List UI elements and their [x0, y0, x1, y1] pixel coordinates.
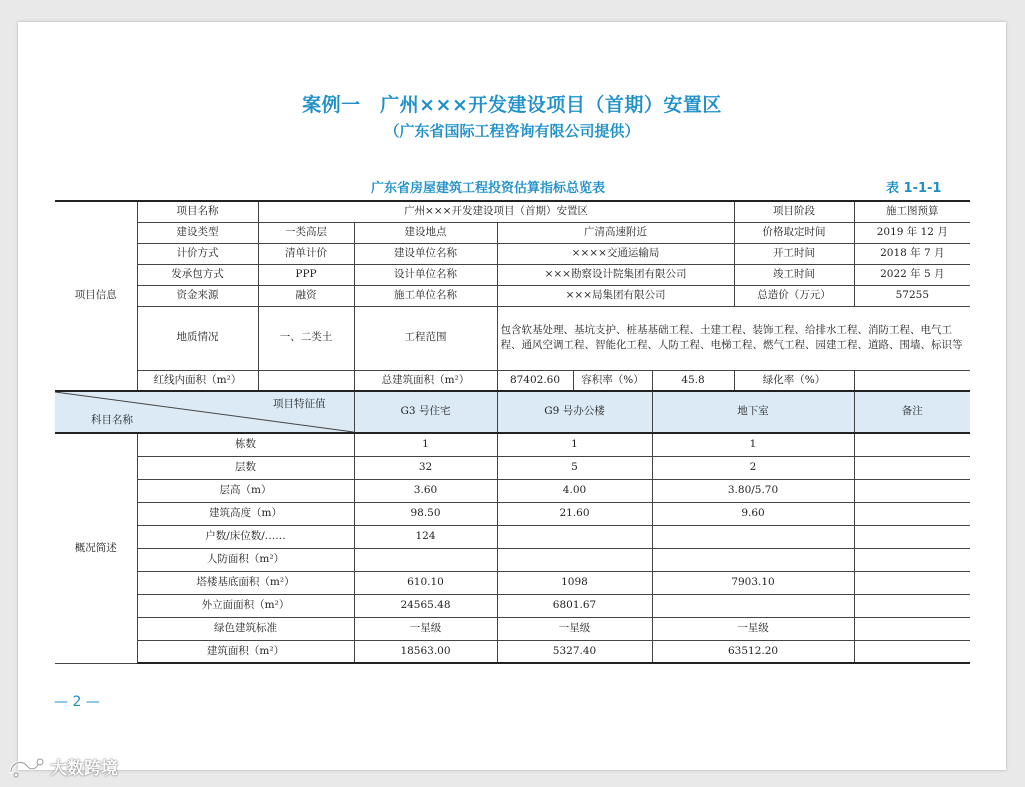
table-number: 表 1-1-1: [886, 181, 942, 196]
cell-label: 竣工时间: [734, 264, 854, 285]
cell-value: [354, 548, 497, 571]
cell-value: PPP: [258, 264, 354, 285]
cell-label: 开工时间: [734, 243, 854, 264]
cell-value: 广州×××开发建设项目（首期）安置区: [258, 201, 734, 222]
table-row: [55, 243, 970, 264]
cell-label: 设计单位名称: [354, 264, 497, 285]
column-header: 备注: [854, 391, 970, 433]
cell-value: 610.10: [354, 571, 497, 594]
cell-value: [854, 456, 970, 479]
cell-value: 施工图预算: [854, 201, 970, 222]
cell-value: [854, 640, 970, 663]
cell-label: 建设类型: [137, 222, 258, 243]
cell-value: [652, 594, 854, 617]
table-row: [55, 594, 970, 617]
cell-value: 一星级: [354, 617, 497, 640]
row-label: 建筑高度（m）: [137, 502, 354, 525]
cell-value: 45.8: [652, 370, 734, 391]
cell-value: 1098: [497, 571, 652, 594]
watermark-text: 大数跨境: [50, 759, 118, 779]
cell-label: 工程范围: [354, 306, 497, 370]
cell-label: 建设地点: [354, 222, 497, 243]
table-row: [55, 285, 970, 306]
cell-value: 124: [354, 525, 497, 548]
cell-value: [854, 571, 970, 594]
table-row: [55, 640, 970, 663]
estimate-index-table: [55, 200, 970, 664]
cell-label: 发承包方式: [137, 264, 258, 285]
cell-value: 2019 年 12 月: [854, 222, 970, 243]
cell-label: 总建筑面积（m²）: [354, 370, 497, 391]
table-row: [55, 548, 970, 571]
cell-value: 32: [354, 456, 497, 479]
cell-value: 一星级: [497, 617, 652, 640]
document-title: 案例一 广州×××开发建设项目（首期）安置区: [302, 94, 722, 116]
cell-value: 63512.20: [652, 640, 854, 663]
cell-value: 1: [354, 433, 497, 456]
section-label-overview: 概况简述: [55, 433, 137, 663]
cell-label: 项目阶段: [734, 201, 854, 222]
table-row: [55, 502, 970, 525]
cell-label: 价格取定时间: [734, 222, 854, 243]
cell-value: [497, 525, 652, 548]
table-row: [55, 571, 970, 594]
cell-value: [652, 525, 854, 548]
table-row: [55, 617, 970, 640]
header-feature-label: 项目特征值: [273, 398, 326, 410]
document-subtitle: （广东省国际工程咨询有限公司提供）: [384, 122, 640, 140]
cell-value: [854, 548, 970, 571]
column-header: 地下室: [652, 391, 854, 433]
diagonal-header-cell: [55, 391, 354, 433]
cell-value: 1: [652, 433, 854, 456]
row-label: 外立面面积（m²）: [137, 594, 354, 617]
cell-label: 建设单位名称: [354, 243, 497, 264]
cell-value: [652, 548, 854, 571]
cell-label: 项目名称: [137, 201, 258, 222]
cell-value: 广清高速附近: [497, 222, 734, 243]
table-row: [55, 525, 970, 548]
cell-value: 2: [652, 456, 854, 479]
cell-value: 清单计价: [258, 243, 354, 264]
cell-value: 24565.48: [354, 594, 497, 617]
cell-label: 地质情况: [137, 306, 258, 370]
document-page: [18, 22, 1006, 770]
column-header: G9 号办公楼: [497, 391, 652, 433]
table-row: [55, 306, 970, 370]
cell-label: 计价方式: [137, 243, 258, 264]
watermark: [8, 754, 118, 779]
cell-value: [497, 548, 652, 571]
table-row: [55, 370, 970, 391]
cell-label: 容积率（%）: [573, 370, 652, 391]
cell-value: [854, 525, 970, 548]
cell-label: 总造价（万元）: [734, 285, 854, 306]
cell-value: [854, 370, 970, 391]
row-label: 塔楼基底面积（m²）: [137, 571, 354, 594]
cell-value: 4.00: [497, 479, 652, 502]
row-label: 栋数: [137, 433, 354, 456]
table-row: [55, 433, 970, 456]
row-label: 建筑面积（m²）: [137, 640, 354, 663]
cell-value: 一星级: [652, 617, 854, 640]
row-label: 人防面积（m²）: [137, 548, 354, 571]
cell-value: ×××勘察设计院集团有限公司: [497, 264, 734, 285]
cell-value: [854, 502, 970, 525]
section-label-project-info: 项目信息: [55, 201, 137, 391]
header-subject-label: 科目名称: [91, 413, 133, 426]
cell-value: 9.60: [652, 502, 854, 525]
row-label: 户数/床位数/……: [137, 525, 354, 548]
row-label: 绿色建筑标准: [137, 617, 354, 640]
cell-value: ×××局集团有限公司: [497, 285, 734, 306]
cell-value: 6801.67: [497, 594, 652, 617]
cell-value: [854, 617, 970, 640]
cell-value: 7903.10: [652, 571, 854, 594]
cell-value: 87402.60: [497, 370, 573, 391]
table-header-row: [55, 391, 970, 433]
row-label: 层高（m）: [137, 479, 354, 502]
project-scope-text: 包含软基处理、基坑支护、桩基基础工程、土建工程、装饰工程、给排水工程、消防工程、电气工程、通风空调工程、智能化工程、人防工程、电梯工程、燃气工程、园建工程、道路、围墙、标识等: [497, 306, 970, 370]
cell-value: ××××交通运输局: [497, 243, 734, 264]
cell-value: 1: [497, 433, 652, 456]
column-header: G3 号住宅: [354, 391, 497, 433]
cell-label: 施工单位名称: [354, 285, 497, 306]
cell-value: [854, 594, 970, 617]
table-row: [55, 201, 970, 222]
cell-value: [258, 370, 354, 391]
table-caption: 广东省房屋建筑工程投资估算指标总览表: [371, 181, 606, 196]
cell-value: 21.60: [497, 502, 652, 525]
table-row: [55, 264, 970, 285]
table-row: [55, 456, 970, 479]
cell-value: [854, 433, 970, 456]
cell-label: 资金来源: [137, 285, 258, 306]
watermark-logo-icon: [8, 755, 46, 779]
table-row: [55, 479, 970, 502]
cell-value: 98.50: [354, 502, 497, 525]
cell-value: 3.60: [354, 479, 497, 502]
cell-value: 3.80/5.70: [652, 479, 854, 502]
row-label: 层数: [137, 456, 354, 479]
table-row: [55, 222, 970, 243]
cell-value: 融资: [258, 285, 354, 306]
cell-value: 一、二类土: [258, 306, 354, 370]
cell-value: [854, 479, 970, 502]
cell-value: 2022 年 5 月: [854, 264, 970, 285]
cell-value: 5327.40: [497, 640, 652, 663]
cell-value: 18563.00: [354, 640, 497, 663]
cell-value: 5: [497, 456, 652, 479]
cell-value: 57255: [854, 285, 970, 306]
page-number: — 2 —: [54, 694, 100, 710]
cell-value: 2018 年 7 月: [854, 243, 970, 264]
cell-label: 红线内面积（m²）: [137, 370, 258, 391]
cell-label: 绿化率（%）: [734, 370, 854, 391]
cell-value: 一类高层: [258, 222, 354, 243]
